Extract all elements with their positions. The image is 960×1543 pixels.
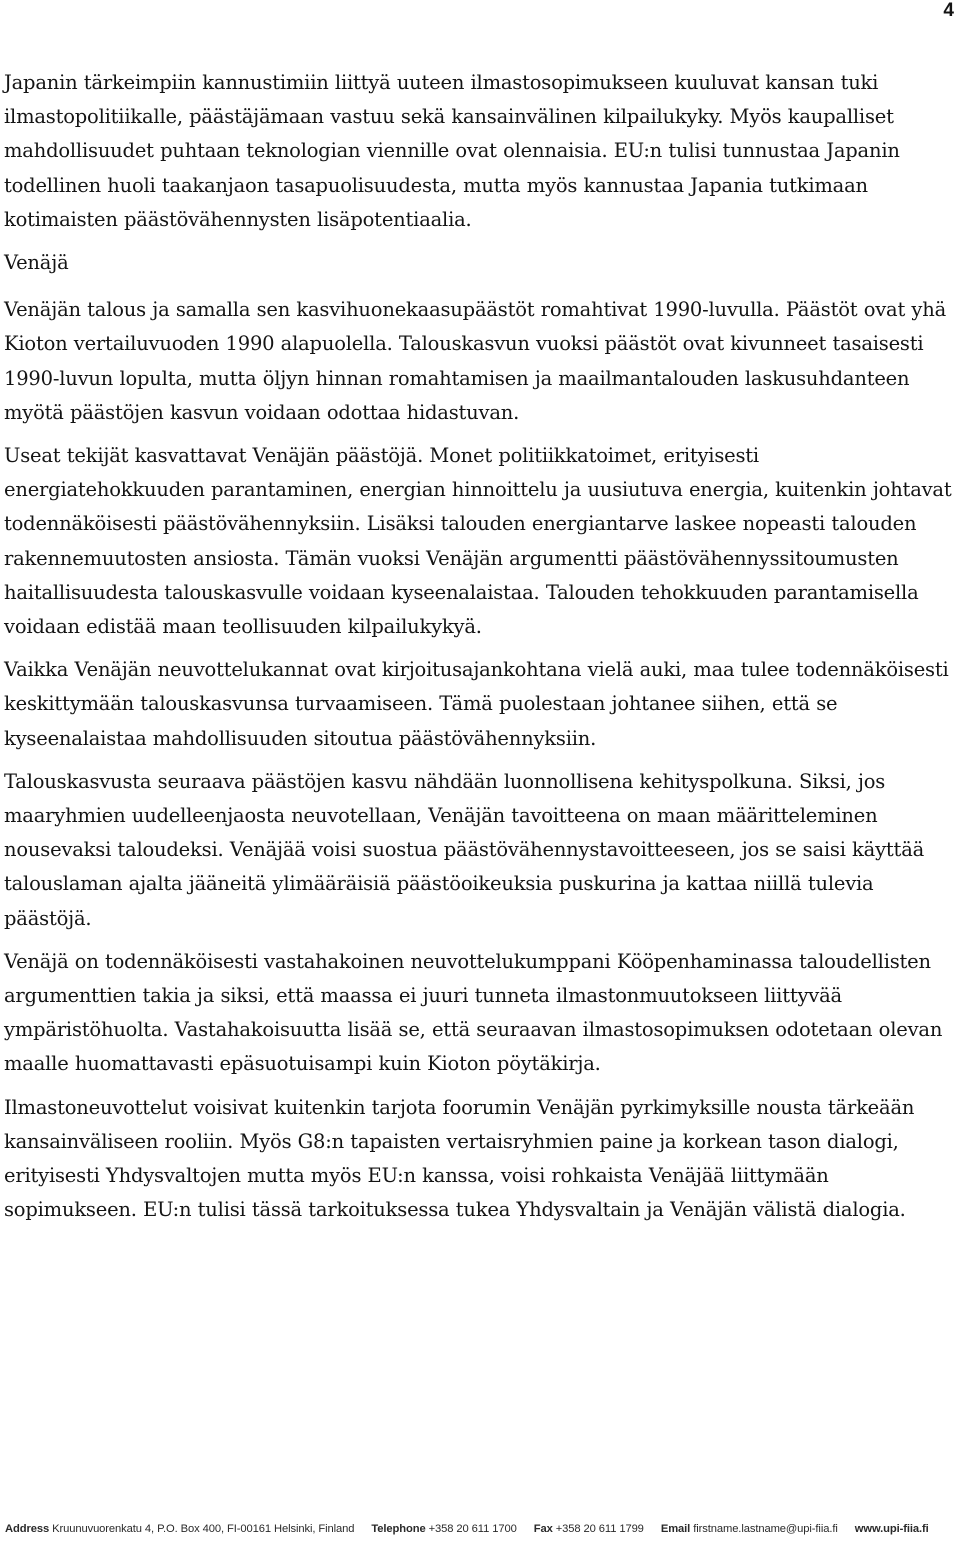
paragraph-japan: Japanin tärkeimpiin kannustimiin liittyä uuteen ilmastosopimukseen kuuluvat kansan tuki ilmastopolitiikalle, päästäjämaan vastuu sekä kansainvälinen kilpailukyky. Myös kaupalliset mahdollisuudet puhtaan teknologian viennille ovat olennaisia. EU:n tulisi tunnustaa Japanin todellinen huoli taakanjaon tasapuolisuudesta, mutta myös kannustaa Japania tutkimaan kotimaisten päästövähennysten lisäpotentiaalia.: [4, 71, 900, 231]
page-footer: [5, 1522, 955, 1536]
footer-telephone: +358 20 611 1700: [428, 1523, 517, 1535]
footer-fax-label: Fax: [533, 1523, 553, 1535]
footer-telephone-label: Telephone: [371, 1523, 426, 1535]
section-heading-russia: Venäjä: [4, 251, 69, 275]
footer-fax: +358 20 611 1799: [555, 1523, 644, 1535]
paragraph-russia-growth: Talouskasvusta seuraava päästöjen kasvu nähdään luonnollisena kehityspolkuna. Siksi, jos maaryhmien uudelleenjaosta neuvotellaan, Venäjän tavoitteena on maan määritteleminen nousevaksi taloudeksi. Venäjää voisi suostua päästövähennystavoitteeseen, jos se saisi käyttää talouslaman ajalta jääneitä ylimääräisiä päästöoikeuksia puskurina ja kattaa niillä tulevia päästöjä.: [4, 769, 925, 930]
page-number: 4: [943, 0, 954, 21]
paragraph-russia-positions: Vaikka Venäjän neuvottelukannat ovat kirjoitusajankohtana vielä auki, maa tulee todennäköisesti keskittymään talouskasvunsa turvaamiseen. Tämä puolestaan johtanee siihen, että se kyseenalaistaa mahdollisuuden sitoutua päästövähennyksiin.: [4, 658, 949, 750]
footer-website[interactable]: www.upi-fiia.fi: [854, 1523, 929, 1535]
footer-address-label: Address: [5, 1523, 50, 1535]
paragraph-russia-dialogue: Ilmastoneuvottelut voisivat kuitenkin tarjota foorumin Venäjän pyrkimyksille nousta tärkeään kansainväliseen rooliin. Myös G8:n tapaisten vertaisryhmien paine ja korkean tason dialogi, erityisesti Yhdysvaltojen mutta myös EU:n kanssa, voisi rohkaista Venäjää liittymään sopimukseen. EU:n tulisi tässä tarkoituksessa tukea Yhdysvaltain ja Venäjän välistä dialogia.: [4, 1095, 915, 1222]
paragraph-russia-factors: Useat tekijät kasvattavat Venäjän päästöjä. Monet politiikkatoimet, erityisesti energiatehokkuuden parantaminen, energian hinnoittelu ja uusiutuva energia, kuitenkin johtavat todennäköisesti päästövähennyksiin. Lisäksi talouden energiantarve laskee nopeasti talouden rakennemuutosten ansiosta. Tämän vuoksi Venäjän argumentti päästövähennyssitoumusten haitallisuudesta talouskasvulle voidaan kyseenalaistaa. Talouden tehokkuuden parantamisella voidaan edistää maan teollisuuden kilpailukykyä.: [4, 444, 952, 639]
footer-email-label: Email: [660, 1523, 691, 1535]
paragraph-russia-copenhagen: Venäjä on todennäköisesti vastahakoinen neuvottelukumppani Kööpenhaminassa taloudellisten argumenttien takia ja siksi, että maassa ei juuri tunneta ilmastonmuutokseen liittyvää ympäristöhuolta. Vastahakoisuutta lisää se, että seuraavan ilmastosopimuksen odotetaan olevan maalle huomattavasti epäsuotuisampi kuin Kioton pöytäkirja.: [4, 949, 943, 1076]
paragraph-russia-economy: Venäjän talous ja samalla sen kasvihuonekaasupäästöt romahtivat 1990-luvulla. Päästöt ovat yhä Kioton vertailuvuoden 1990 alapuolella. Talouskasvun vuoksi päästöt ovat kivunneet tasaisesti 1990-luvun lopulta, mutta öljyn hinnan romahtamisen ja maailmantalouden laskusuhdanteen myötä päästöjen kasvun voidaan odottaa hidastuvan.: [4, 298, 947, 424]
footer-address: Kruunuvuorenkatu 4, P.O. Box 400, FI-00161 Helsinki, Finland: [52, 1523, 355, 1535]
document-body: [4, 66, 960, 1237]
footer-email[interactable]: firstname.lastname@upi-fiia.fi: [693, 1523, 838, 1535]
